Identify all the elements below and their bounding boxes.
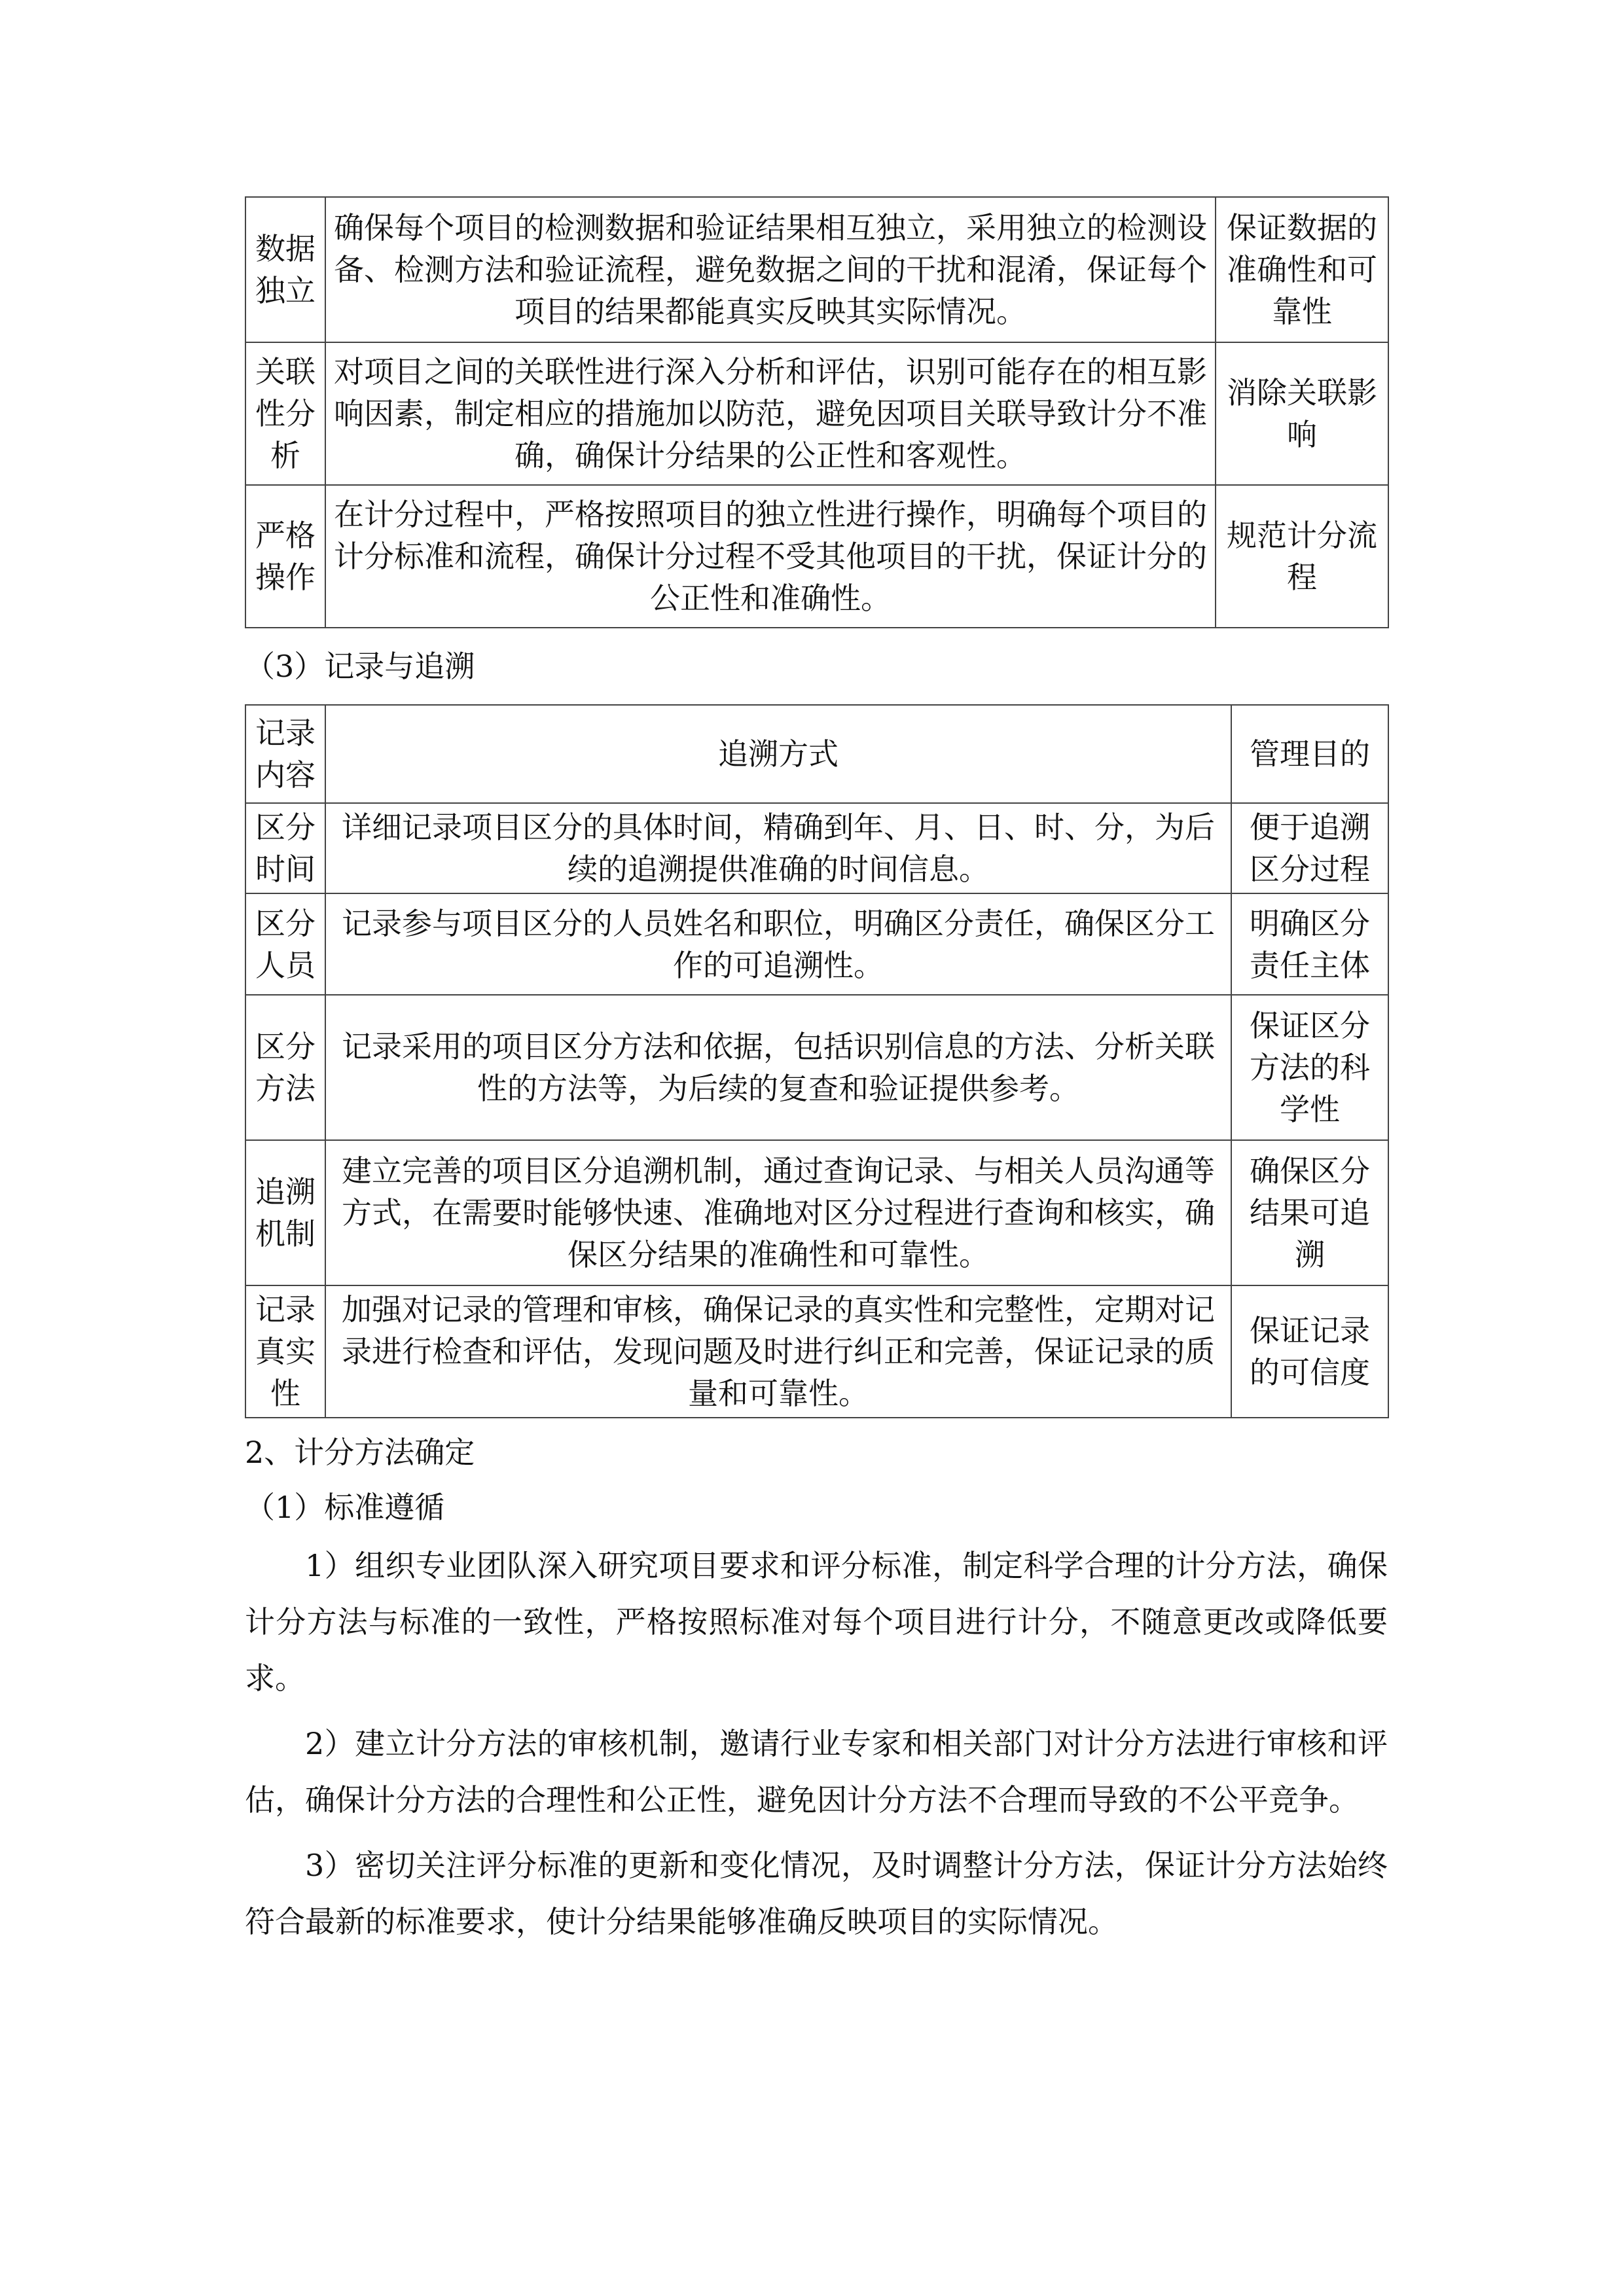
table-row: [245, 1285, 1388, 1418]
row-description: 详细记录项目区分的具体时间，精确到年、月、日、时、分，为后续的追溯提供准确的时间信息。: [325, 803, 1231, 893]
row-purpose: 消除关联影响: [1216, 342, 1388, 485]
header-management-purpose: 管理目的: [1231, 705, 1388, 803]
row-label: 区分人员: [245, 893, 325, 995]
table-row: [245, 995, 1388, 1140]
table-row: [245, 1140, 1388, 1285]
document-page: [245, 196, 1388, 1959]
table-row: [245, 197, 1388, 342]
row-description: 记录采用的项目区分方法和依据，包括识别信息的方法、分析关联性的方法等，为后续的复查和验证提供参考。: [325, 995, 1231, 1140]
row-description: 对项目之间的关联性进行深入分析和评估，识别可能存在的相互影响因素，制定相应的措施加以防范，避免因项目关联导致计分不准确，确保计分结果的公正性和客观性。: [325, 342, 1216, 485]
row-purpose: 明确区分责任主体: [1231, 893, 1388, 995]
row-label: 记录真实性: [245, 1285, 325, 1418]
row-label: 严格操作: [245, 485, 325, 628]
subsection-1-heading: （1）标准遵循: [245, 1490, 445, 1525]
row-purpose: 保证区分方法的科学性: [1231, 995, 1388, 1140]
row-description: 加强对记录的管理和审核，确保记录的真实性和完整性，定期对记录进行检查和评估，发现问题及时进行纠正和完善，保证记录的质量和可靠性。: [325, 1285, 1231, 1418]
paragraph: 1）组织专业团队深入研究项目要求和评分标准，制定科学合理的计分方法，确保计分方法与标准的一致性，严格按照标准对每个项目进行计分，不随意更改或降低要求。: [245, 1548, 1388, 1696]
table-row: [245, 893, 1388, 995]
table-row: [245, 485, 1388, 628]
row-purpose: 确保区分结果可追溯: [1231, 1140, 1388, 1285]
independence-table: [245, 196, 1389, 628]
header-trace-method: 追溯方式: [325, 705, 1231, 803]
row-description: 建立完善的项目区分追溯机制，通过查询记录、与相关人员沟通等方式，在需要时能够快速、准确地对区分过程进行查询和核实，确保区分结果的准确性和可靠性。: [325, 1140, 1231, 1285]
row-label: 关联性分析: [245, 342, 325, 485]
row-description: 在计分过程中，严格按照项目的独立性进行操作，明确每个项目的计分标准和流程，确保计分过程不受其他项目的干扰，保证计分的公正性和准确性。: [325, 485, 1216, 628]
row-label: 数据独立: [245, 197, 325, 342]
table-header-row: [245, 705, 1388, 803]
paragraph: 3）密切关注评分标准的更新和变化情况，及时调整计分方法，保证计分方法始终符合最新的标准要求，使计分结果能够准确反映项目的实际情况。: [245, 1848, 1388, 1939]
row-purpose: 便于追溯区分过程: [1231, 803, 1388, 893]
table-row: [245, 803, 1388, 893]
row-label: 区分方法: [245, 995, 325, 1140]
paragraph: 2）建立计分方法的审核机制，邀请行业专家和相关部门对计分方法进行审核和评估，确保计分方法的合理性和公正性，避免因计分方法不合理而导致的不公平竞争。: [245, 1726, 1388, 1818]
row-label: 追溯机制: [245, 1140, 325, 1285]
section-2-heading: 2、计分方法确定: [245, 1435, 475, 1470]
row-purpose: 保证记录的可信度: [1231, 1285, 1388, 1418]
record-trace-table: [245, 704, 1389, 1418]
row-description: 记录参与项目区分的人员姓名和职位，明确区分责任，确保区分工作的可追溯性。: [325, 893, 1231, 995]
table-row: [245, 342, 1388, 485]
section-3-heading: （3）记录与追溯: [245, 649, 475, 684]
row-description: 确保每个项目的检测数据和验证结果相互独立，采用独立的检测设备、检测方法和验证流程，避免数据之间的干扰和混淆，保证每个项目的结果都能真实反映其实际情况。: [325, 197, 1216, 342]
header-record-content: 记录内容: [245, 705, 325, 803]
row-purpose: 保证数据的准确性和可靠性: [1216, 197, 1388, 342]
row-purpose: 规范计分流程: [1216, 485, 1388, 628]
row-label: 区分时间: [245, 803, 325, 893]
